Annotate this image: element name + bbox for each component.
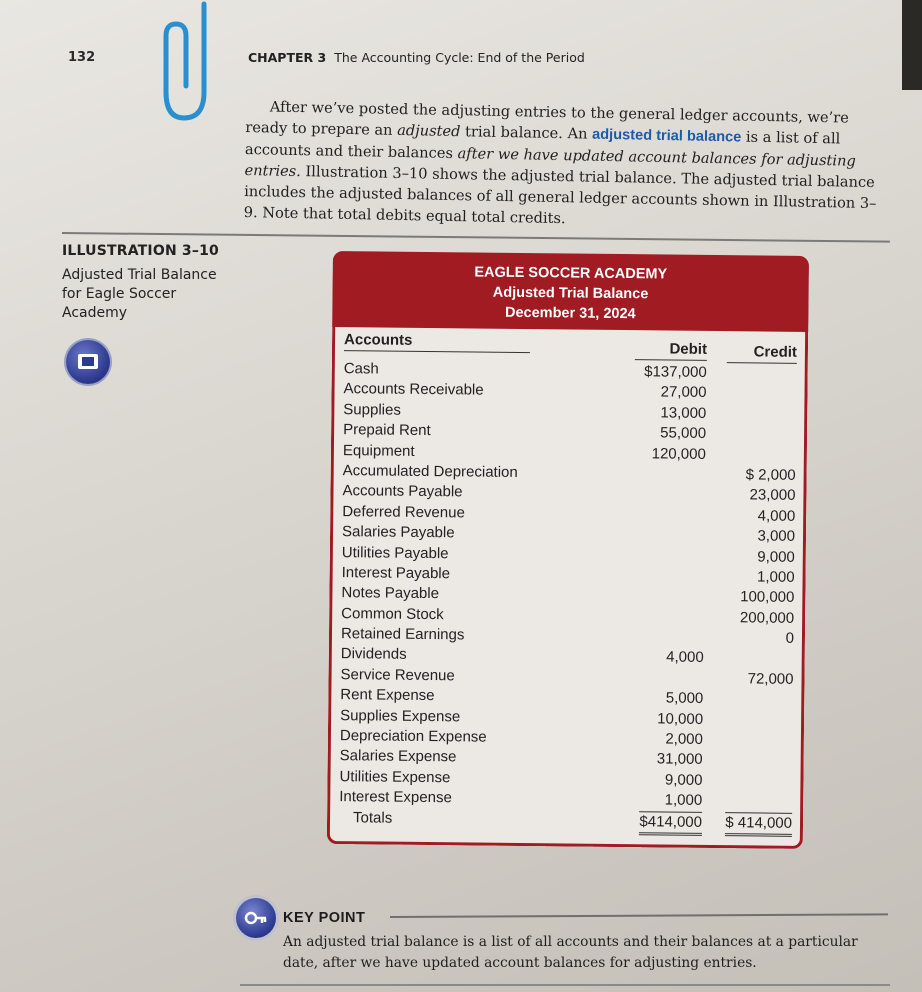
account-name: Retained Earnings [340,625,465,644]
account-name: Salaries Expense [339,747,457,766]
intro-text: is a list of all accounts and their balances [244,128,841,163]
credit-amount: 1,000 [756,568,795,586]
key-point-rule [390,913,888,917]
illustration-description: Adjusted Trial Balance for Eagle Soccer Academy [62,267,217,321]
paper-clip-icon [160,0,218,130]
intro-text: After we’ve posted the adjusting entries to the general ledger accounts, we’re ready to prepare an [245,98,849,139]
account-name: Service Revenue [340,665,455,685]
totals-row [339,808,794,833]
credit-amount: 72,000 [747,670,794,688]
total-credit: $ 414,000 [725,812,792,837]
statement-name: Adjusted Trial Balance [492,284,649,303]
chapter-label: CHAPTER 3 [248,50,327,65]
credit-column-header: Credit [727,343,797,364]
debit-amount: 13,000 [660,404,707,422]
bottom-rule [240,984,890,986]
debit-amount: 4,000 [666,648,704,667]
intro-emphasis: after we have updated account balances for adjusting entries. [244,145,856,181]
company-name: EAGLE SOCCER ACADEMY [474,264,668,283]
table-body [339,359,799,833]
statement-date: December 31, 2024 [504,304,636,323]
credit-amount: $ 2,000 [745,466,796,484]
debit-amount: 10,000 [657,710,704,728]
account-name: Prepaid Rent [343,421,431,440]
key-point-text: An adjusted trial balance is a list of all accounts and their balances at a particular date, after we have updated account balances for adjusting entries. [283,934,858,971]
debit-amount: 5,000 [665,689,704,708]
credit-amount: 9,000 [757,547,795,566]
intro-text: Illustration 3–10 shows the adjusted trial balance. The adjusted trial balance includes the adjusted balances of all general ledger accounts shown in Illustration 3–9. Note that total debits equal total credits. [243,163,877,228]
account-name: Salaries Payable [341,523,455,542]
account-name: Dividends [340,645,407,664]
account-name: Notes Payable [341,584,440,603]
credit-amount: 3,000 [757,527,796,545]
debit-amount: 1,000 [664,791,703,810]
debit-amount: 55,000 [660,424,707,443]
account-name: Supplies [343,400,401,419]
page-number: 132 [68,50,96,65]
key-point-title: KEY POINT [283,910,366,926]
table-header [332,251,809,332]
video-icon[interactable] [66,340,110,384]
account-name: Accounts Receivable [343,380,484,399]
credit-amount: 200,000 [739,608,795,627]
credit-amount: 100,000 [740,588,795,607]
debit-amount: 9,000 [664,771,703,789]
credit-amount: 23,000 [749,486,796,505]
intro-emphasis: adjusted [397,121,461,141]
account-name: Interest Payable [341,564,451,583]
account-name: Interest Expense [339,788,452,807]
section-divider [62,232,890,243]
trial-balance-table [327,251,809,849]
account-name: Deferred Revenue [342,502,465,522]
chapter-title: The Accounting Cycle: End of the Period [334,50,585,65]
page-edge-shadow [902,0,922,90]
accounts-column-header: Accounts [344,331,530,353]
debit-column-header: Debit [635,340,707,361]
account-name: Utilities Payable [341,543,449,562]
totals-label: Totals [352,808,393,827]
credit-amount: 0 [785,629,795,647]
key-term: adjusted trial balance [591,126,742,146]
intro-text: trial balance. An [460,123,593,143]
debit-amount: 27,000 [660,383,707,402]
debit-amount: 2,000 [665,730,703,748]
chapter-heading [248,50,585,65]
total-debit: $414,000 [639,811,702,836]
account-name: Supplies Expense [340,706,461,725]
account-name: Accumulated Depreciation [342,462,518,481]
account-name: Equipment [342,441,415,460]
debit-amount: 120,000 [651,444,706,463]
illustration-title: ILLUSTRATION 3–10 [62,243,219,259]
debit-amount: 31,000 [656,750,703,769]
account-name: Accounts Payable [342,482,463,501]
account-name: Utilities Expense [339,767,451,787]
account-name: Common Stock [341,604,444,623]
key-icon [236,898,276,938]
account-name: Depreciation Expense [339,727,487,746]
account-name: Cash [343,360,379,378]
debit-amount: $137,000 [644,363,707,381]
credit-amount: 4,000 [757,507,796,525]
intro-paragraph [244,96,886,235]
account-name: Rent Expense [340,686,435,705]
